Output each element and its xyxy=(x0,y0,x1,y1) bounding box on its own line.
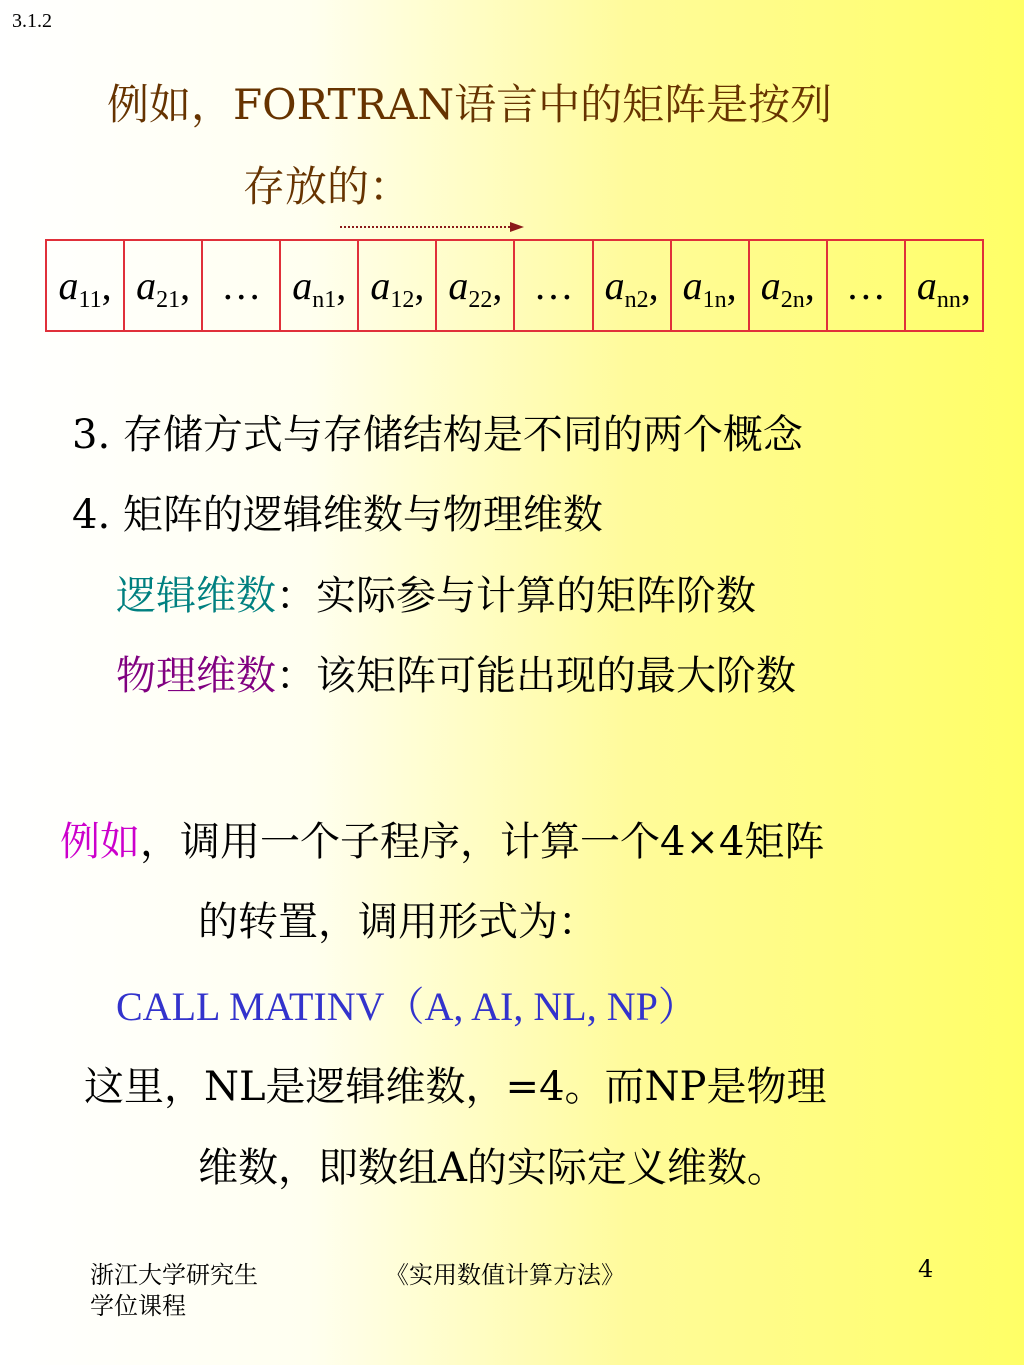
title-line-2: 存放的： xyxy=(243,162,412,211)
matrix-cell-separator: , xyxy=(648,263,659,308)
matrix-cell-base: a xyxy=(916,263,937,308)
matrix-cell xyxy=(671,240,749,331)
matrix-cell-separator: , xyxy=(180,263,191,308)
matrix-cell-separator: , xyxy=(336,263,347,308)
matrix-cell xyxy=(124,240,202,331)
matrix-cell-separator: , xyxy=(101,263,112,308)
matrix-cell xyxy=(358,240,436,331)
call-statement: CALL MATINV（A, AI, NL, NP） xyxy=(116,984,698,1029)
matrix-cell xyxy=(827,240,905,331)
matrix-cell-base: a xyxy=(136,263,157,308)
logical-dimension-term: 逻辑维数 xyxy=(116,573,276,619)
matrix-storage-table xyxy=(45,239,984,332)
matrix-cell xyxy=(749,240,827,331)
logical-dimension-definition: ：实际参与计算的矩阵阶数 xyxy=(276,573,756,619)
section-number: 3.1.2 xyxy=(12,10,52,32)
matrix-cell xyxy=(593,240,671,331)
matrix-cell-base: a xyxy=(682,263,703,308)
matrix-cell-separator: , xyxy=(414,263,425,308)
matrix-storage-row xyxy=(46,240,983,331)
matrix-cell-subscript: 2n xyxy=(780,287,805,313)
item-3: 3. 存储方式与存储结构是不同的两个概念 xyxy=(72,412,803,458)
matrix-cell xyxy=(202,240,280,331)
matrix-cell-subscript: nn xyxy=(936,287,961,313)
matrix-cell-base: a xyxy=(292,263,313,308)
item-4: 4. 矩阵的逻辑维数与物理维数 xyxy=(72,492,603,538)
matrix-cell xyxy=(280,240,358,331)
explain-line-1: 这里，NL是逻辑维数，=4。而NP是物理 xyxy=(84,1064,827,1110)
matrix-cell xyxy=(46,240,124,331)
matrix-cell-subscript: n1 xyxy=(312,287,337,313)
page-number: 4 xyxy=(918,1255,934,1283)
matrix-cell-base: a xyxy=(760,263,781,308)
physical-dimension-line xyxy=(116,644,796,701)
matrix-cell-base: a xyxy=(58,263,79,308)
arrow-right-icon xyxy=(340,220,525,234)
logical-dimension-line xyxy=(116,564,756,621)
matrix-cell-subscript: 21 xyxy=(156,287,181,313)
matrix-cell-base: … xyxy=(221,263,262,308)
footer-institution-line-2: 学位课程 xyxy=(90,1292,186,1320)
matrix-cell-subscript: 11 xyxy=(78,287,102,313)
explain-line-2: 维数，即数组A的实际定义维数。 xyxy=(198,1145,787,1191)
matrix-cell-subscript: 22 xyxy=(468,287,493,313)
matrix-cell-separator: , xyxy=(804,263,815,308)
matrix-cell-base: … xyxy=(845,263,886,308)
example-line-2: 的转置，调用形式为： xyxy=(198,899,598,945)
footer-institution-line-1: 浙江大学研究生 xyxy=(90,1261,258,1289)
matrix-cell-subscript: 12 xyxy=(390,287,415,313)
footer-course-title: 《实用数值计算方法》 xyxy=(385,1261,625,1289)
example-text: ，调用一个子程序，计算一个4×4矩阵 xyxy=(140,819,825,865)
matrix-cell-base: a xyxy=(370,263,391,308)
physical-dimension-term: 物理维数 xyxy=(116,653,276,699)
matrix-cell-base: … xyxy=(533,263,574,308)
matrix-cell-base: a xyxy=(448,263,469,308)
matrix-cell-subscript: n2 xyxy=(624,287,649,313)
title-line-1: 例如，FORTRAN语言中的矩阵是按列 xyxy=(107,80,833,129)
physical-dimension-definition: ：该矩阵可能出现的最大阶数 xyxy=(276,653,796,699)
matrix-cell-subscript: 1n xyxy=(702,287,727,313)
matrix-cell-separator: , xyxy=(492,263,503,308)
matrix-cell xyxy=(514,240,592,331)
matrix-cell-separator: , xyxy=(960,263,971,308)
matrix-cell xyxy=(905,240,983,331)
matrix-cell-separator: , xyxy=(726,263,737,308)
matrix-cell xyxy=(436,240,514,331)
matrix-cell-base: a xyxy=(604,263,625,308)
example-term: 例如 xyxy=(60,819,140,865)
example-line-1 xyxy=(60,810,824,867)
